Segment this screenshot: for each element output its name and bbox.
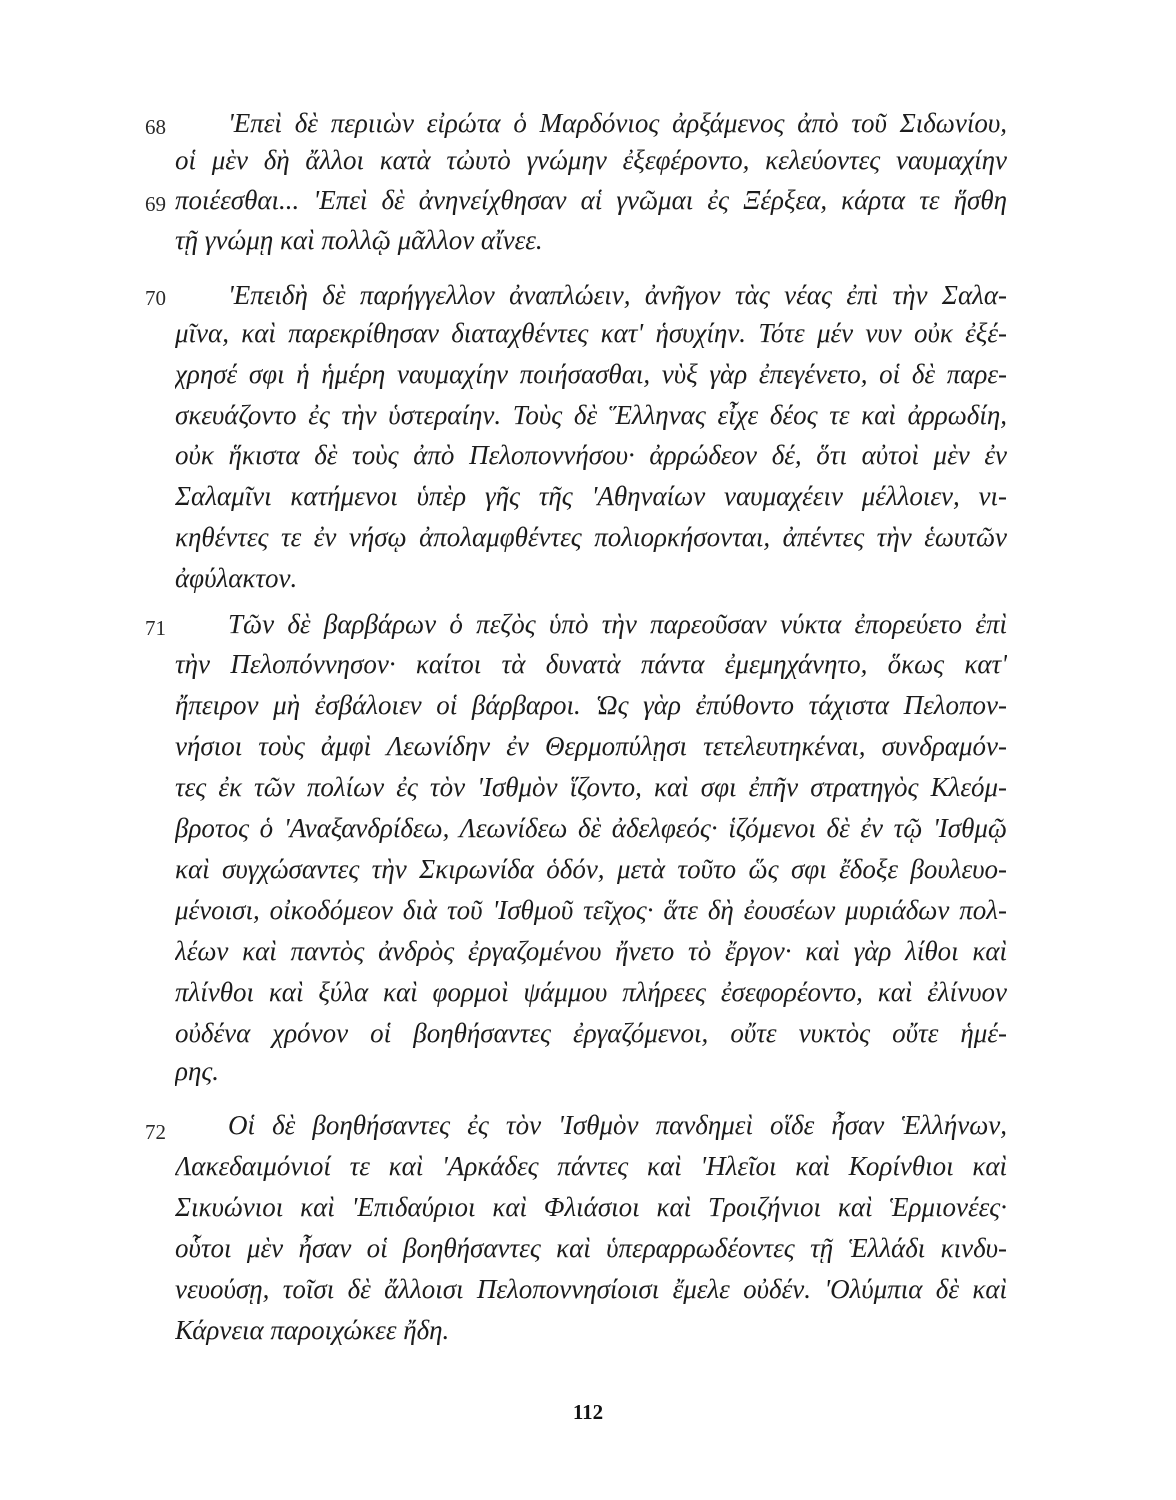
text-line: Τῶν δὲ βαρβάρων ὁ πεζὸς ὑπὸ τὴν παρεοῦσαν νύκτα ἐπορεύετο ἐπὶ bbox=[228, 609, 1007, 639]
text-line: νήσιοι τοὺς ἀμφὶ Λεωνίδην ἐν Θερμοπύλῃσι τετελευτηκέναι, συνδραμόν- bbox=[175, 731, 1007, 761]
text-line: βροτος ὁ 'Αναξανδρίδεω, Λεωνίδεω δὲ ἀδελφεός· ἱζόμενοι δὲ ἐν τῷ 'Ισθμῷ bbox=[175, 813, 1007, 843]
text-line: λέων καὶ παντὸς ἀνδρὸς ἐργαζομένου ἤνετο τὸ ἔργον· καὶ γὰρ λίθοι καὶ bbox=[175, 936, 1007, 966]
text-line: 'Επεὶ δὲ περιιὼν εἰρώτα ὁ Μαρδόνιος ἀρξάμενος ἀπὸ τοῦ Σιδωνίου, bbox=[228, 108, 1007, 138]
text-line: τῇ γνώμῃ καὶ πολλῷ μᾶλλον αἴνεε. bbox=[175, 225, 543, 255]
text-line: οὗτοι μὲν ἦσαν οἱ βοηθήσαντες καὶ ὑπεραρρωδέοντες τῇ Ἑλλάδι κινδυ- bbox=[175, 1233, 1007, 1263]
text-line: σκευάζοντο ἐς τὴν ὑστεραίην. Τοὺς δὲ Ἕλληνας εἶχε δέος τε καὶ ἀρρωδίη, bbox=[175, 400, 1007, 430]
text-line: κηθέντες τε ἐν νήσῳ ἀπολαμφθέντες πολιορκήσονται, ἀπέντες τὴν ἑωυτῶν bbox=[175, 522, 1007, 552]
paragraph-number: 71 bbox=[145, 616, 166, 640]
text-line: Σικυώνιοι καὶ 'Επιδαύριοι καὶ Φλιάσιοι καὶ Τροιζήνιοι καὶ Ἑρμιονέες· bbox=[175, 1192, 1007, 1222]
text-line: οἱ μὲν δὴ ἄλλοι κατὰ τὠυτὸ γνώμην ἐξεφέροντο, κελεύοντες ναυμαχίην bbox=[175, 145, 1007, 175]
paragraph-number: 68 bbox=[145, 115, 166, 139]
text-line: Οἱ δὲ βοηθήσαντες ἐς τὸν 'Ισθμὸν πανδημεὶ οἵδε ἦσαν Ἑλλήνων, bbox=[228, 1110, 1007, 1140]
text-line: οὐδένα χρόνον οἱ βοηθήσαντες ἐργαζόμενοι, οὔτε νυκτὸς οὔτε ἡμέ- bbox=[175, 1018, 1007, 1048]
text-line: οὐκ ἥκιστα δὲ τοὺς ἀπὸ Πελοποννήσου· ἀρρώδεον δέ, ὅτι αὐτοὶ μὲν ἐν bbox=[175, 440, 1007, 470]
text-line: μῖνα, καὶ παρεκρίθησαν διαταχθέντες κατ' ἡσυχίην. Τότε μέν νυν οὐκ ἐξέ- bbox=[175, 318, 1007, 348]
paragraph-number: 72 bbox=[145, 1120, 166, 1144]
text-line: ἀφύλακτον. bbox=[175, 563, 298, 593]
text-line: νευούσῃ, τοῖσι δὲ ἄλλοισι Πελοποννησίοισι ἔμελε οὐδέν. 'Ολύμπια δὲ καὶ bbox=[175, 1274, 1007, 1304]
text-line: τες ἐκ τῶν πολίων ἐς τὸν 'Ισθμὸν ἵζοντο, καὶ σφι ἐπῆν στρατηγὸς Κλεόμ- bbox=[175, 772, 1007, 802]
text-line: καὶ συγχώσαντες τὴν Σκιρωνίδα ὁδόν, μετὰ τοῦτο ὥς σφι ἔδοξε βουλευο- bbox=[175, 854, 1007, 884]
text-line: Κάρνεια παροιχώκεε ἤδη. bbox=[175, 1315, 450, 1345]
paragraph-number: 70 bbox=[145, 286, 166, 310]
paragraph-number: 69 bbox=[145, 192, 166, 216]
text-line: Σαλαμῖνι κατήμενοι ὑπὲρ γῆς τῆς 'Αθηναίων ναυμαχέειν μέλλοιεν, νι- bbox=[175, 481, 1007, 511]
text-line: Λακεδαιμόνιοί τε καὶ 'Αρκάδες πάντες καὶ 'Ηλεῖοι καὶ Κορίνθιοι καὶ bbox=[175, 1151, 1007, 1181]
page-number: 112 bbox=[572, 1400, 604, 1424]
text-line: 'Επειδὴ δὲ παρήγγελλον ἀναπλώειν, ἀνῆγον τὰς νέας ἐπὶ τὴν Σαλα- bbox=[228, 280, 1007, 310]
text-line: ποιέεσθαι... 'Επεὶ δὲ ἀνηνείχθησαν αἱ γνῶμαι ἐς Ξέρξεα, κάρτα τε ἥσθη bbox=[175, 185, 1007, 215]
text-line: ρης. bbox=[175, 1056, 220, 1086]
text-line: τὴν Πελοπόννησον· καίτοι τὰ δυνατὰ πάντα ἐμεμηχάνητο, ὅκως κατ' bbox=[175, 649, 1007, 679]
text-line: πλίνθοι καὶ ξύλα καὶ φορμοὶ ψάμμου πλήρεες ἐσεφορέοντο, καὶ ἐλίνυον bbox=[175, 977, 1007, 1007]
text-line: μένοισι, οἰκοδόμεον διὰ τοῦ 'Ισθμοῦ τεῖχος· ἅτε δὴ ἐουσέων μυριάδων πολ- bbox=[175, 895, 1007, 925]
text-line: ἤπειρον μὴ ἐσβάλοιεν οἱ βάρβαροι. Ὡς γὰρ ἐπύθοντο τάχιστα Πελοπον- bbox=[175, 690, 1007, 720]
text-line: χρησέ σφι ἡ ἡμέρη ναυμαχίην ποιήσασθαι, νὺξ γὰρ ἐπεγένετο, οἱ δὲ παρε- bbox=[175, 359, 1007, 389]
